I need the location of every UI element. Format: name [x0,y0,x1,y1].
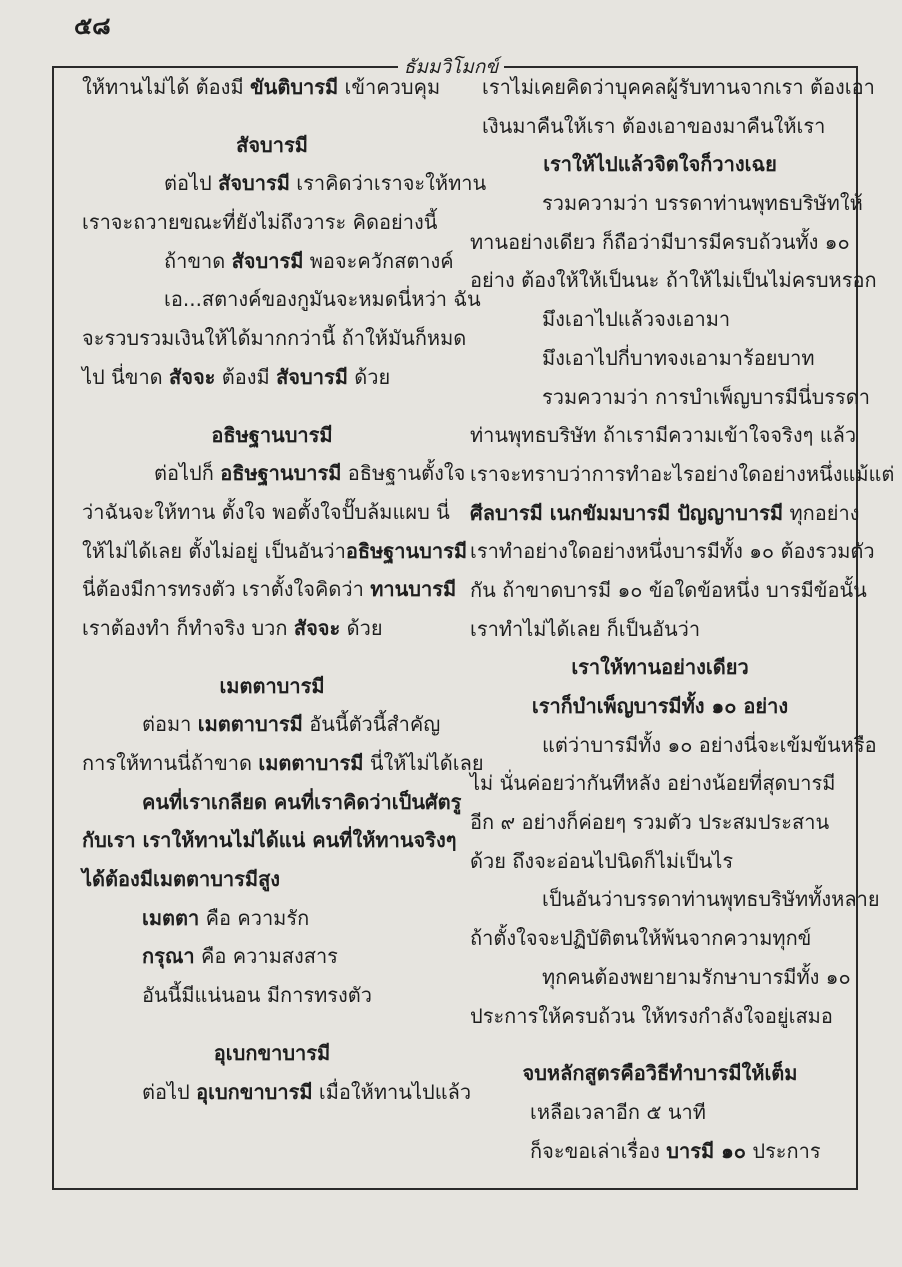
paragraph-line: เราทำไม่ได้เลย ก็เป็นอันว่า [470,616,701,641]
paragraph-line: เราทำอย่างใดอย่างหนึ่งบารมีทั้ง ๑๐ ต้องรวมตัว [470,539,875,564]
paragraph-line: ว่าฉันจะให้ทาน ตั้งใจ พอตั้งใจปั๊บล้มแผบ นี่ [82,499,450,524]
section-heading: เราให้ไปแล้วจิตใจก็วางเฉย [543,152,777,177]
paragraph-line: ต่อมา เมตตาบารมี อันนี้ตัวนี้สำคัญ [142,712,441,737]
paragraph-line: อีก ๙ อย่างก็ค่อยๆ รวมตัว ประสมประสาน [470,810,830,835]
paragraph-line: เอ...สตางค์ของกูมันจะหมดนี่หว่า ฉัน [164,287,481,312]
paragraph-line: ท่านพุทธบริษัท ถ้าเรามีความเข้าใจจริงๆ แล้ว [470,423,857,448]
right-column [470,68,895,1170]
paragraph-line: ประการให้ครบถ้วน ให้ทรงกำลังใจอยู่เสมอ [470,1003,833,1028]
page-number: ๕๘ [74,12,111,40]
paragraph-line: จะรวบรวมเงินให้ได้มากกว่านี้ ถ้าให้มันก็หมด [82,326,467,351]
paragraph-line: นี่ต้องมีการทรงตัว เราตั้งใจคิดว่า ทานบารมี [82,577,457,602]
paragraph-line: เราไม่เคยคิดว่าบุคคลผู้รับทานจากเรา ต้องเอา [482,75,875,99]
paragraph-line: เราจะถวายขณะที่ยังไม่ถึงวาระ คิดอย่างนี้ [82,210,438,235]
paragraph-line: มึงเอาไปแล้วจงเอามา [542,307,731,332]
section-heading: เราให้ทานอย่างเดียว [571,655,749,680]
paragraph-line: ต่อไป สัจบารมี เราคิดว่าเราจะให้ทาน [164,171,487,196]
paragraph-line: ไป นี่ขาด สัจจะ ต้องมี สัจบารมี ด้วย [82,364,391,389]
paragraph-line: ได้ต้องมีเมตตาบารมีสูง [82,867,281,892]
paragraph-line: เป็นอันว่าบรรดาท่านพุทธบริษัททั้งหลาย [542,887,880,912]
paragraph-line: ทานอย่างเดียว ก็ถือว่ามีบารมีครบถ้วนทั้ง ๑๐ [470,229,850,254]
paragraph-line: เหลือเวลาอีก ๕ นาที [530,1099,706,1124]
paragraph-line: การให้ทานนี่ถ้าขาด เมตตาบารมี นี่ให้ไม่ได้เลย [82,751,484,775]
paragraph-line: ศีลบารมี เนกขัมมบารมี ปัญญาบารมี ทุกอย่าง [470,500,860,525]
paragraph-line: ถ้าขาด สัจบารมี พอจะควักสตางค์ [164,248,454,273]
paragraph-line: ให้ไม่ได้เลย ตั้งไม่อยู่ เป็นอันว่าอธิษฐานบารมี [82,538,468,563]
paragraph-line: เมตตา คือ ความรัก [142,905,310,930]
paragraph-line: ไม่ นั่นค่อยว่ากันทีหลัง อย่างน้อยที่สุดบารมี [470,771,836,796]
paragraph-line: กรุณา คือ ความสงสาร [142,944,338,969]
paragraph-line: รวมความว่า การบำเพ็ญบารมีนี่บรรดา [542,384,870,409]
paragraph-line: รวมความว่า บรรดาท่านพุทธบริษัทให้ [542,191,863,216]
running-title: ธัมมวิโมกข์ [0,52,902,82]
paragraph-line: ต่อไปก็ อธิษฐานบารมี อธิษฐานตั้งใจ [154,461,466,486]
paragraph-line: ด้วย ถึงจะอ่อนไปนิดก็ไม่เป็นไร [470,848,734,873]
paragraph-line: เราต้องทำ ก็ทำจริง บวก สัจจะ ด้วย [82,615,383,640]
paragraph-line: ต่อไป อุเบกขาบารมี เมื่อให้ทานไปแล้ว [142,1079,472,1104]
section-heading: อุเบกขาบารมี [213,1040,331,1065]
section-heading: สัจบารมี [236,132,308,157]
paragraph-line: กับเรา เราให้ทานไม่ได้แน่ คนที่ให้ทานจริงๆ [82,828,457,853]
paragraph-line: ทุกคนต้องพยายามรักษาบารมีทั้ง ๑๐ [542,964,851,989]
paragraph-line: กัน ถ้าขาดบารมี ๑๐ ข้อใดข้อหนึ่ง บารมีข้อนั้น [470,577,867,602]
section-heading: จบหลักสูตรคือวิธีทำบารมีให้เต็ม [522,1061,798,1086]
paragraph-line: อย่าง ต้องให้ให้เป็นนะ ถ้าให้ไม่เป็นไม่ครบหรอก [470,268,877,293]
left-column [82,68,487,1111]
section-heading: อธิษฐานบารมี [211,422,333,447]
paragraph-line: เราจะทราบว่าการทำอะไรอย่างใดอย่างหนึ่งแม้แต่ [470,461,895,486]
paragraph-line: ให้ทานไม่ได้ ต้องมี ขันติบารมี เข้าควบคุม [82,75,441,99]
paragraph-line: คนที่เราเกลียด คนที่เราคิดว่าเป็นศัตรู [142,789,462,814]
paragraph-line: อันนี้มีแน่นอน มีการทรงตัว [142,983,372,1008]
paragraph-line: แต่ว่าบารมีทั้ง ๑๐ อย่างนี่จะเข้มข้นหรือ [542,732,877,757]
paragraph-line: มึงเอาไปกี่บาทจงเอามาร้อยบาท [542,345,815,370]
paragraph-line: เงินมาคืนให้เรา ต้องเอาของมาคืนให้เรา [482,113,826,138]
section-heading: เมตตาบารมี [219,673,325,698]
section-heading: เราก็บำเพ็ญบารมีทั้ง ๑๐ อย่าง [531,694,789,718]
paragraph-line: ถ้าตั้งใจจะปฏิบัติตนให้พ้นจากความทุกข์ [470,926,812,951]
paragraph-line: ก็จะขอเล่าเรื่อง บารมี ๑๐ ประการ [530,1138,821,1163]
